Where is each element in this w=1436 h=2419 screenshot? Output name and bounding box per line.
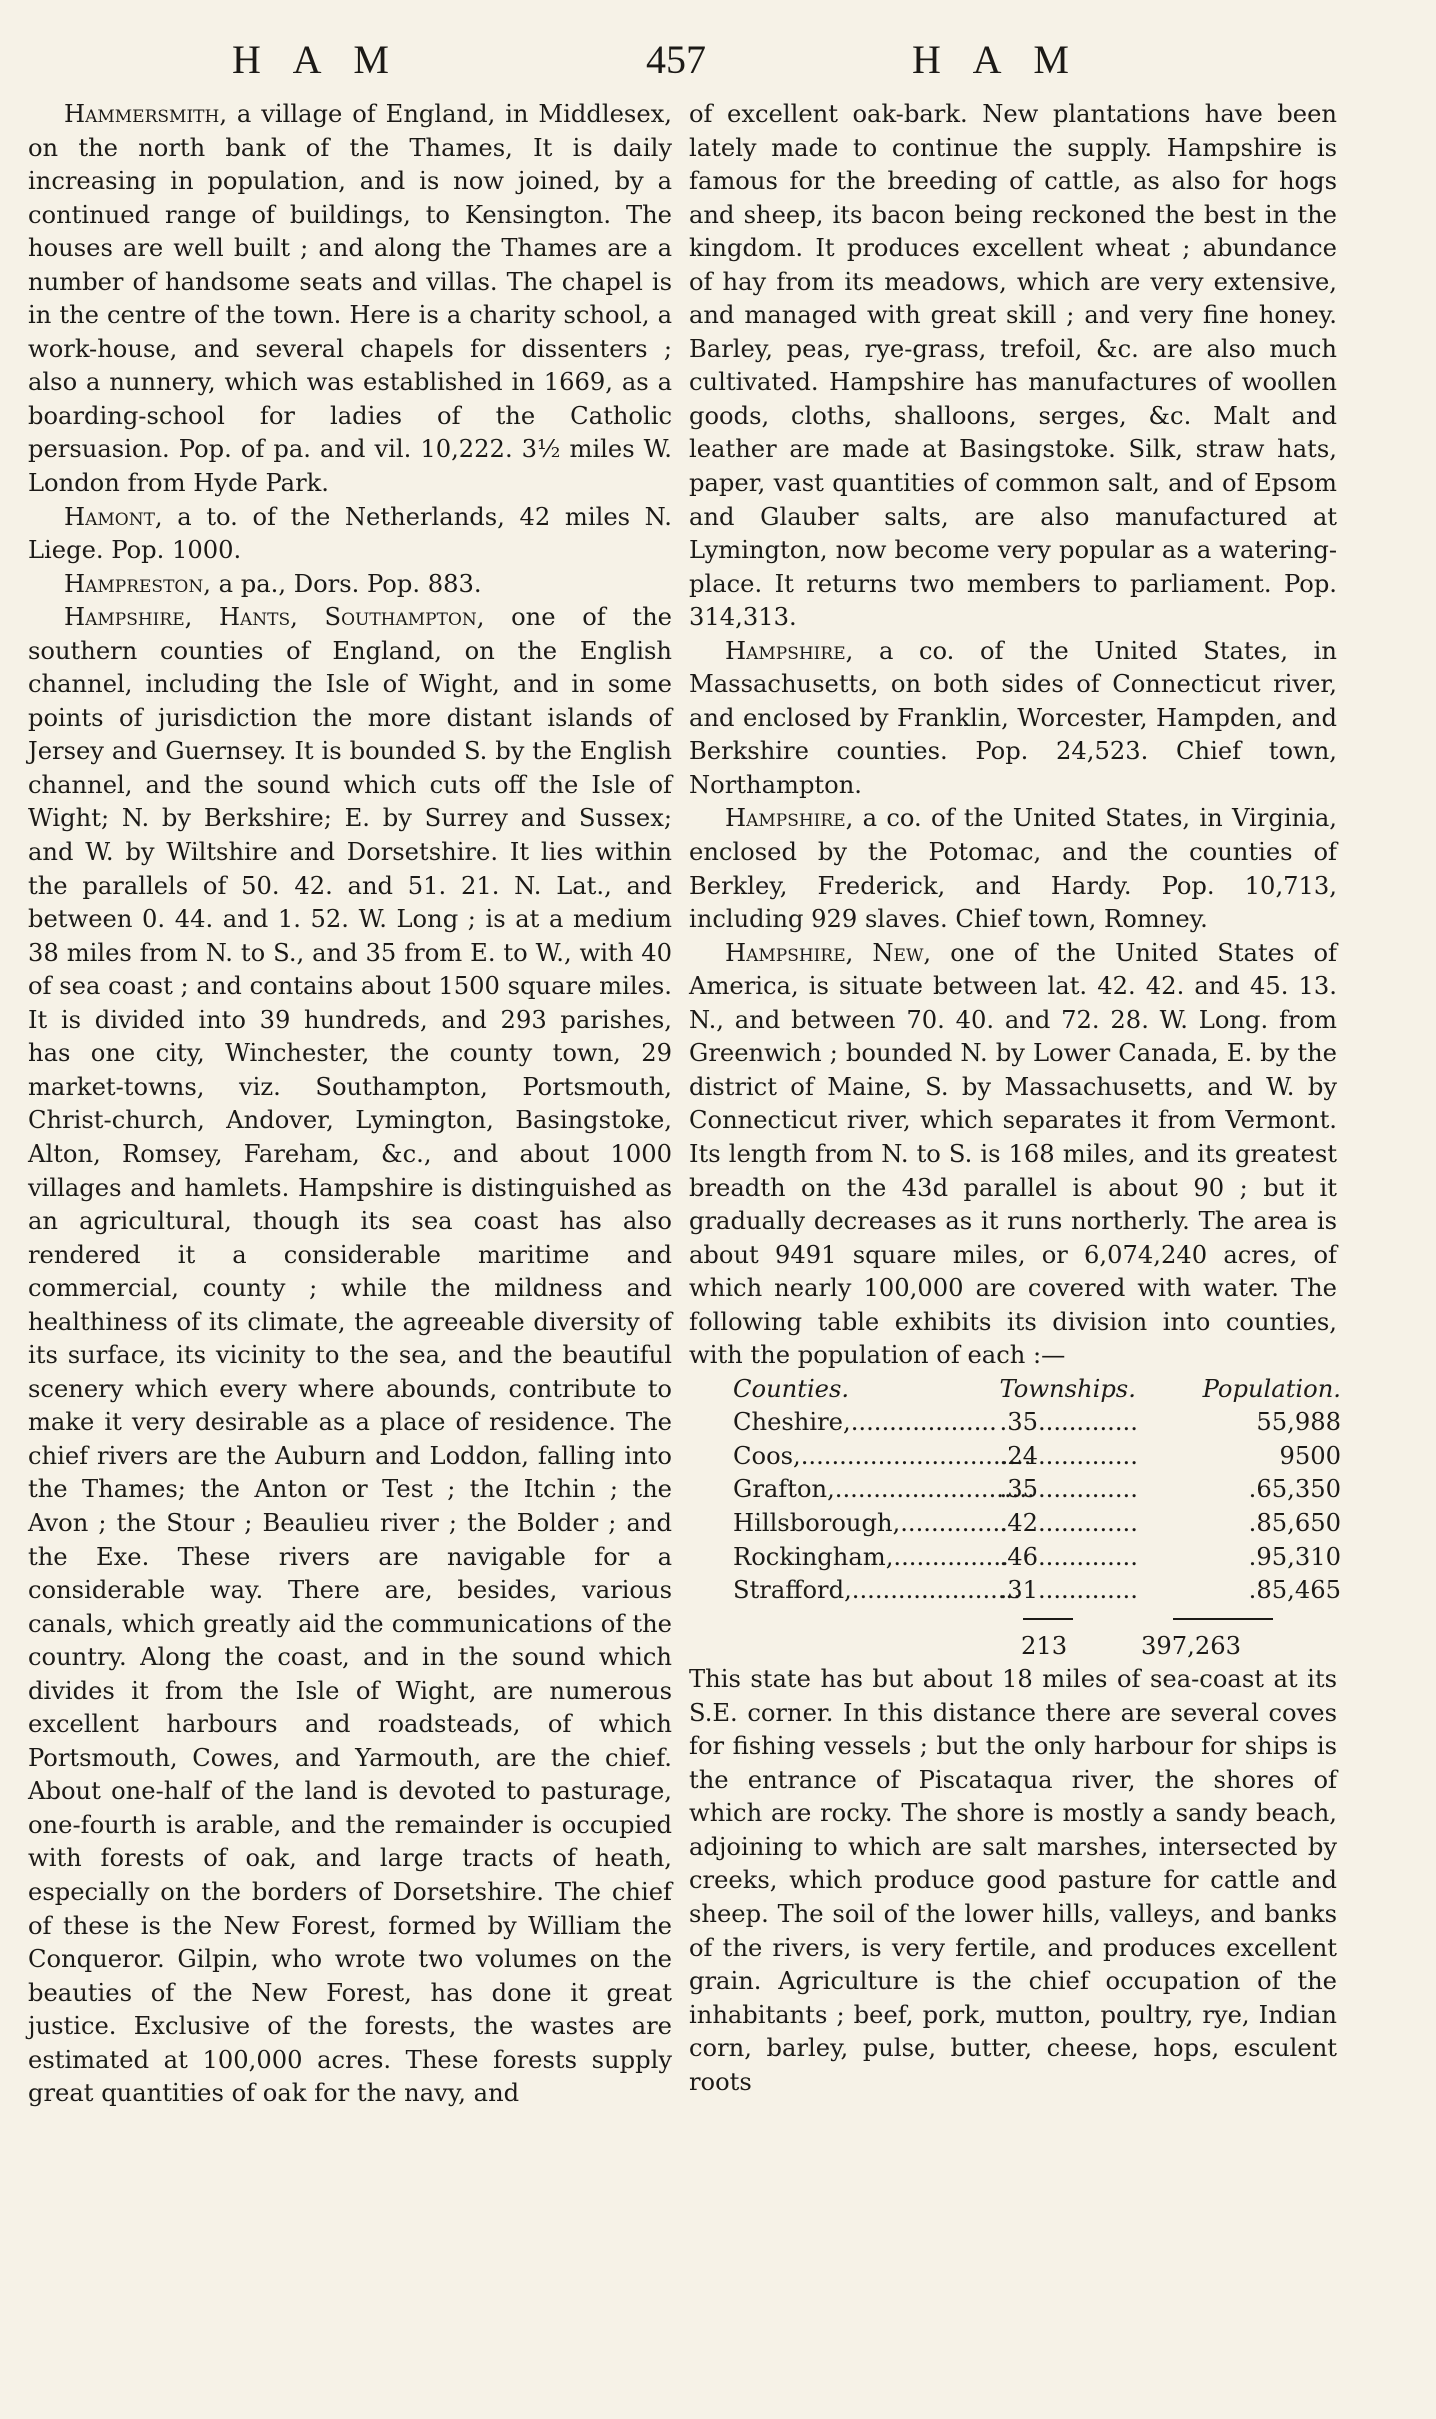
table-cell-townships: .35............. (999, 1408, 1138, 1437)
table-header-row (733, 1373, 1341, 1407)
entry-headword: Hampreston, (64, 569, 211, 598)
page-number: 457 (646, 37, 706, 82)
entry-headword: Hampshire, (725, 804, 854, 833)
entry-body: a co. of the United States, in Massachusetts, on both sides of Connecticut river, and enclosed by Franklin, Worcester, Hampden, and Berkshire counties. Pop. 24,523. Chief town, Northampton. (689, 636, 1337, 799)
table-row (733, 1541, 1341, 1575)
table-header-counties: Counties. (733, 1374, 850, 1403)
table-cell-population: .85,465 (1248, 1576, 1341, 1605)
entry-hampreston (28, 568, 672, 602)
header-right-word: H A M (912, 37, 1081, 82)
table-cell-county: Grafton,.......................... (733, 1475, 1035, 1504)
entry-headword: Hampshire, (725, 636, 854, 665)
table-row (733, 1574, 1341, 1608)
entry-body: a to. of the Netherlands, 42 miles N. Liege. Pop. 1000. (28, 502, 672, 565)
table-cell-county: Rockingham,............... (733, 1542, 1009, 1571)
table-cell-county: Coos,.............................. (733, 1441, 1032, 1470)
running-header (0, 36, 1436, 80)
entry-hampshire-massachusetts (689, 635, 1337, 803)
entry-headword: Hammersmith, (64, 100, 228, 128)
entry-new-hampshire (689, 937, 1337, 1373)
entry-body: one of the southern counties of England, on the English channel, including the Isle of Wight, and in some points of jurisdiction the more distant islands of Jersey and Guernsey. It is bounded S. by the English channel, and the sound which cuts off the Isle of Wight; N. by Berkshire; E. by Surrey and Sussex; and W. by Wiltshire and Dorsetshire. It lies within the parallels of 50. 42. and 51. 21. N. Lat., and between 0. 44. and 1. 52. W. Long ; is at a medium 38 miles from N. to S., and 35 from E. to W., with 40 of sea coast ; and contains about 1500 square miles. It is divided into 39 hundreds, and 293 parishes, has one city, Winchester, the county town, 29 market-towns, viz. Southampton, Portsmouth, Christ-church, Andover, Lymington, Basingstoke, Alton, Romsey, Fareham, &c., and about 1000 villages and hamlets. Hampshire is distinguished as an agricultural, though its sea coast has also rendered it a considerable maritime and commercial, county ; while the mildness and healthiness of its climate, the agreeable diversity of its surface, its vicinity to the sea, and the beautiful scenery which every where abounds, contribute to make it very desirable as a place of residence. The chief rivers are the Auburn and Loddon, falling into the Thames; the Anton or Test ; the Itchin ; the Avon ; the Stour ; Beaulieu river ; the Bolder ; and the Exe. These rivers are navigable for a considerable way. There are, besides, various canals, which greatly aid the communications of the country. Along the coast, and in the sound which divides it from the Isle of Wight, are numerous excellent harbours and roadsteads, of which Portsmouth, Cowes, and Yarmouth, are the chief. About one-half of the land is devoted to pasturage, one-fourth is arable, and the remainder is occupied with forests of oak, and large tracts of heath, especially on the borders of Dorsetshire. The chief of these is the New Forest, formed by William the Conqueror. Gilpin, who wrote two volumes on the beauties of the New Forest, has done it great justice. Exclusive of the forests, the wastes are estimated at 100,000 acres. These forests supply great quantities of oak for the navy, and (28, 603, 672, 2108)
table-header-townships: Townships. (999, 1374, 1136, 1403)
table-cell-county: Cheshire,................... (733, 1408, 997, 1437)
entry-hampshire-virginia (689, 802, 1337, 936)
total-population: 397,263 (1141, 1631, 1242, 1660)
entry-continuation: of excellent oak-bark. New plantations have been lately made to continue the supply. Hampshire is famous for the breeding of cattle, as also for hogs and sheep, its bacon being reckoned the best in the kingdom. It produces excellent wheat ; abundance of hay from its meadows, which are very extensive, and managed with great skill ; and very fine honey. Barley, peas, rye-grass, trefoil, &c. are also much cultivated. Hampshire has manufactures of woollen goods, cloths, shalloons, serges, &c. Malt and leather are made at Basingstoke. Silk, straw hats, paper, vast quantities of common salt, and of Epsom and Glauber salts, are also manufactured at Lymington, now become very popular as a watering-place. It returns two members to parliament. Pop. 314,313. (689, 100, 1337, 632)
table-row (733, 1473, 1341, 1507)
counties-table (733, 1373, 1341, 1663)
table-row (733, 1406, 1341, 1440)
table-cell-townships: .42............. (999, 1508, 1138, 1537)
table-cell-population: .95,310 (1248, 1542, 1341, 1571)
entry-body: a co. of the United States, in Virginia, enclosed by the Potomac, and the counties of Berkley, Frederick, and Hardy. Pop. 10,713, including 929 slaves. Chief town, Romney. (689, 804, 1337, 934)
header-left-word: H A M (232, 37, 401, 82)
total-townships: 213 (1021, 1631, 1068, 1660)
total-rule-townships (1023, 1618, 1073, 1620)
table-cell-county: Hillsborough,.............. (733, 1508, 1008, 1537)
table-cell-population: 9500 (1279, 1441, 1341, 1470)
table-cell-population: 55,988 (1256, 1408, 1341, 1437)
entry-headword: Hampshire, Hants, Southampton, (64, 603, 485, 632)
left-column (28, 98, 672, 2111)
entry-new-hampshire-continued: This state has but about 18 miles of sea-coast at its S.E. corner. In this distance there are several coves for fishing vessels ; but the only harbour for ships is the entrance of Piscataqua river, the shores of which are rocky. The shore is mostly a sandy beach, adjoining to which are salt marshes, intersected by creeks, which produce good pasture for cattle and sheep. The soil of the lower hills, valleys, and banks of the rivers, is very fertile, and produces excellent grain. Agriculture is the chief occupation of the inhabitants ; beef, pork, mutton, poultry, rye, Indian corn, barley, pulse, butter, cheese, hops, esculent roots (689, 1665, 1337, 2096)
entry-body: one of the United States of America, is situate between lat. 42. 42. and 45. 13. N., and between 70. 40. and 72. 28. W. Long. from Greenwich ; bounded N. by Lower Canada, E. by the district of Maine, S. by Massachusetts, and W. by Connecticut river, which separates it from Vermont. Its length from N. to S. is 168 miles, and its greatest breadth on the 43d parallel is about 90 ; but it gradually decreases as it runs northerly. The area is about 9491 square miles, or 6,074,240 acres, of which nearly 100,000 are covered with water. The following table exhibits its division into counties, with the population of each :— (689, 938, 1337, 1370)
table-cell-townships: .24............. (999, 1441, 1138, 1470)
table-cell-townships: .35............. (999, 1475, 1138, 1504)
table-header-population: Population. (1202, 1374, 1341, 1403)
entry-hampshire-england (28, 601, 672, 2111)
table-cell-population: .85,650 (1248, 1508, 1341, 1537)
table-cell-townships: .31............. (999, 1576, 1138, 1605)
entry-headword: Hamont, (64, 502, 163, 531)
entry-body: a village of England, in Middlesex, on the north bank of the Thames, It is daily increasing in population, and is now joined, by a continued range of buildings, to Kensington. The houses are well built ; and along the Thames are a number of handsome seats and villas. The chapel is in the centre of the town. Here is a charity school, a work-house, and several chapels for dissenters ; also a nunnery, which was established in 1669, as a boarding-school for ladies of the Catholic persuasion. Pop. of pa. and vil. 10,222. 3½ miles W. London from Hyde Park. (28, 100, 672, 498)
right-column (689, 98, 1341, 2099)
entry-body: a pa., Dors. Pop. 883. (218, 569, 482, 598)
table-totals-row (733, 1630, 1341, 1664)
total-rule-population (1173, 1618, 1273, 1620)
table-row (733, 1440, 1341, 1474)
table-total-rules (733, 1608, 1341, 1630)
entry-hamont (28, 501, 672, 568)
table-cell-county: Strafford,...................... (733, 1576, 1021, 1605)
entry-headword: Hampshire, New, (725, 938, 932, 967)
entry-hammersmith (28, 98, 672, 501)
table-cell-population: .65,350 (1248, 1475, 1341, 1504)
table-cell-townships: .46............. (999, 1542, 1138, 1571)
table-row (733, 1507, 1341, 1541)
